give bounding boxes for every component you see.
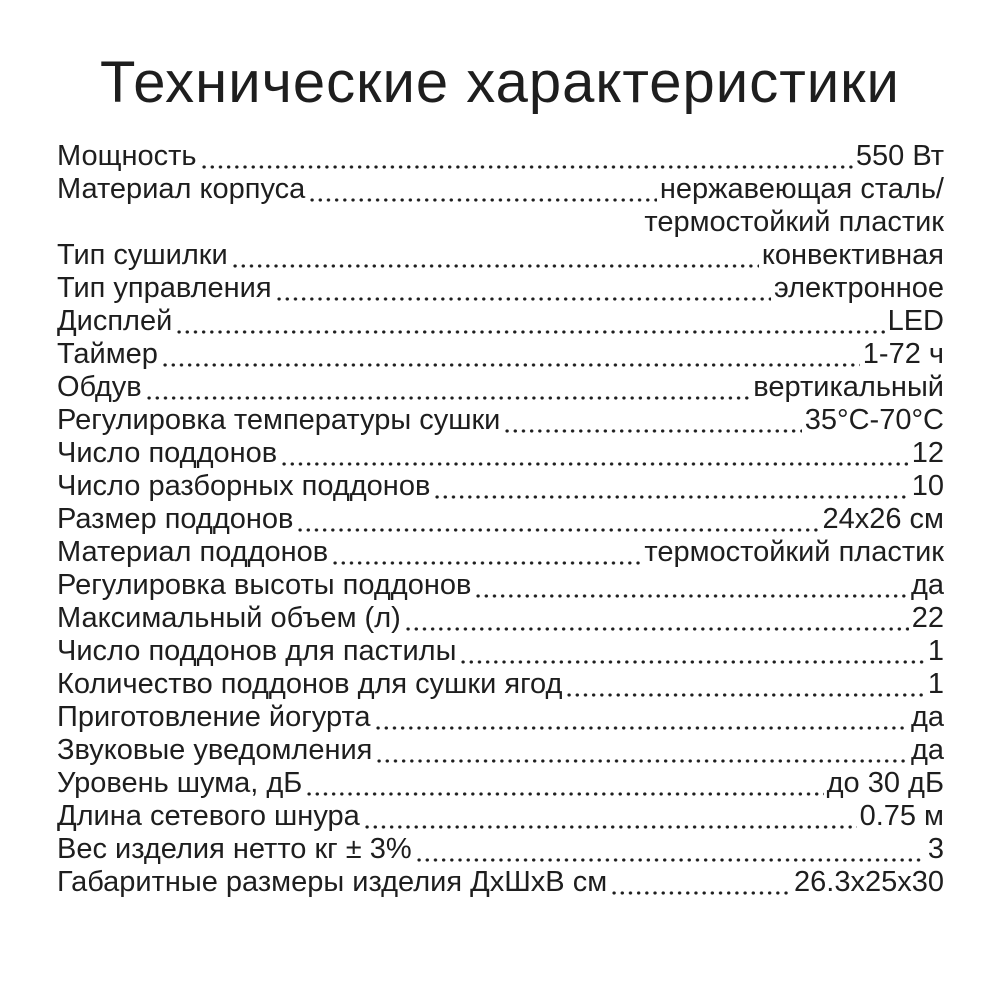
spec-value: 22 (911, 602, 944, 634)
spec-row (57, 833, 944, 866)
dot-leader (296, 503, 819, 536)
spec-value: 26.3х25х30 (794, 866, 944, 898)
spec-value: 12 (911, 437, 944, 469)
spec-label: Число поддонов для пастилы (57, 635, 457, 667)
dot-leader (610, 866, 791, 899)
spec-label: Максимальный объем (л) (57, 602, 401, 634)
spec-list (57, 140, 944, 899)
spec-value: 24х26 см (822, 503, 944, 535)
dot-leader (375, 734, 908, 767)
spec-label: Приготовление йогурта (57, 701, 371, 733)
spec-label: Дисплей (57, 305, 173, 337)
spec-value: конвективная (761, 239, 944, 271)
spec-label: Габаритные размеры изделия ДхШхВ см (57, 866, 608, 898)
spec-row-continuation (57, 206, 944, 239)
spec-row (57, 404, 944, 437)
spec-row (57, 272, 944, 305)
dot-leader (404, 602, 909, 635)
spec-value: нержавеющая сталь/ (659, 173, 944, 205)
spec-label: Звуковые уведомления (57, 734, 373, 766)
spec-row (57, 305, 944, 338)
page-title: Технические характеристики (100, 50, 900, 115)
spec-value: да (910, 569, 944, 601)
spec-value-continuation: термостойкий пластик (644, 206, 944, 238)
spec-label: Уровень шума, дБ (57, 767, 303, 799)
spec-value: да (910, 734, 944, 766)
spec-row (57, 668, 944, 701)
spec-row (57, 536, 944, 569)
dot-leader (161, 338, 860, 371)
spec-label: Таймер (57, 338, 158, 370)
spec-value: до 30 дБ (826, 767, 944, 799)
dot-leader (145, 371, 751, 404)
spec-row (57, 371, 944, 404)
spec-label: Число разборных поддонов (57, 470, 431, 502)
spec-row (57, 602, 944, 635)
spec-label: Мощность (57, 140, 197, 172)
dot-leader (175, 305, 884, 338)
dot-leader (280, 437, 909, 470)
spec-row (57, 767, 944, 800)
spec-label: Длина сетевого шнура (57, 800, 360, 832)
spec-value: электронное (773, 272, 944, 304)
dot-leader (415, 833, 925, 866)
spec-row (57, 866, 944, 899)
spec-label: Материал поддонов (57, 536, 329, 568)
spec-label: Регулировка температуры сушки (57, 404, 501, 436)
spec-value: 1 (927, 668, 944, 700)
spec-value: 1-72 ч (862, 338, 944, 370)
spec-row (57, 635, 944, 668)
spec-row (57, 140, 944, 173)
dot-leader (474, 569, 908, 602)
spec-label: Материал корпуса (57, 173, 306, 205)
spec-value: термостойкий пластик (644, 536, 944, 568)
spec-row (57, 338, 944, 371)
spec-value: да (910, 701, 944, 733)
dot-leader (305, 767, 823, 800)
spec-value: 0.75 м (859, 800, 944, 832)
spec-value: 550 Вт (855, 140, 944, 172)
spec-row (57, 569, 944, 602)
dot-leader (503, 404, 801, 437)
spec-value: 1 (927, 635, 944, 667)
dot-leader (200, 140, 853, 173)
spec-row (57, 437, 944, 470)
spec-label: Тип сушилки (57, 239, 228, 271)
spec-label: Обдув (57, 371, 142, 403)
spec-row (57, 173, 944, 206)
dot-leader (374, 701, 908, 734)
dot-leader (363, 800, 857, 833)
spec-value: LED (887, 305, 944, 337)
dot-leader (459, 635, 924, 668)
spec-value: 10 (911, 470, 944, 502)
dot-leader (331, 536, 641, 569)
spec-label: Количество поддонов для сушки ягод (57, 668, 563, 700)
dot-leader (275, 272, 771, 305)
dot-leader (433, 470, 908, 503)
spec-label: Вес изделия нетто кг ± 3% (57, 833, 412, 865)
dot-leader (308, 173, 657, 206)
spec-label: Размер поддонов (57, 503, 294, 535)
spec-row (57, 503, 944, 536)
spec-row (57, 239, 944, 272)
spec-value: 3 (927, 833, 944, 865)
spec-label: Число поддонов (57, 437, 278, 469)
spec-label: Регулировка высоты поддонов (57, 569, 472, 601)
spec-row (57, 734, 944, 767)
spec-row (57, 800, 944, 833)
dot-leader (565, 668, 924, 701)
spec-row (57, 701, 944, 734)
spec-value: вертикальный (753, 371, 944, 403)
spec-value: 35°С-70°С (804, 404, 944, 436)
spec-label: Тип управления (57, 272, 272, 304)
spec-row (57, 470, 944, 503)
dot-leader (231, 239, 759, 272)
